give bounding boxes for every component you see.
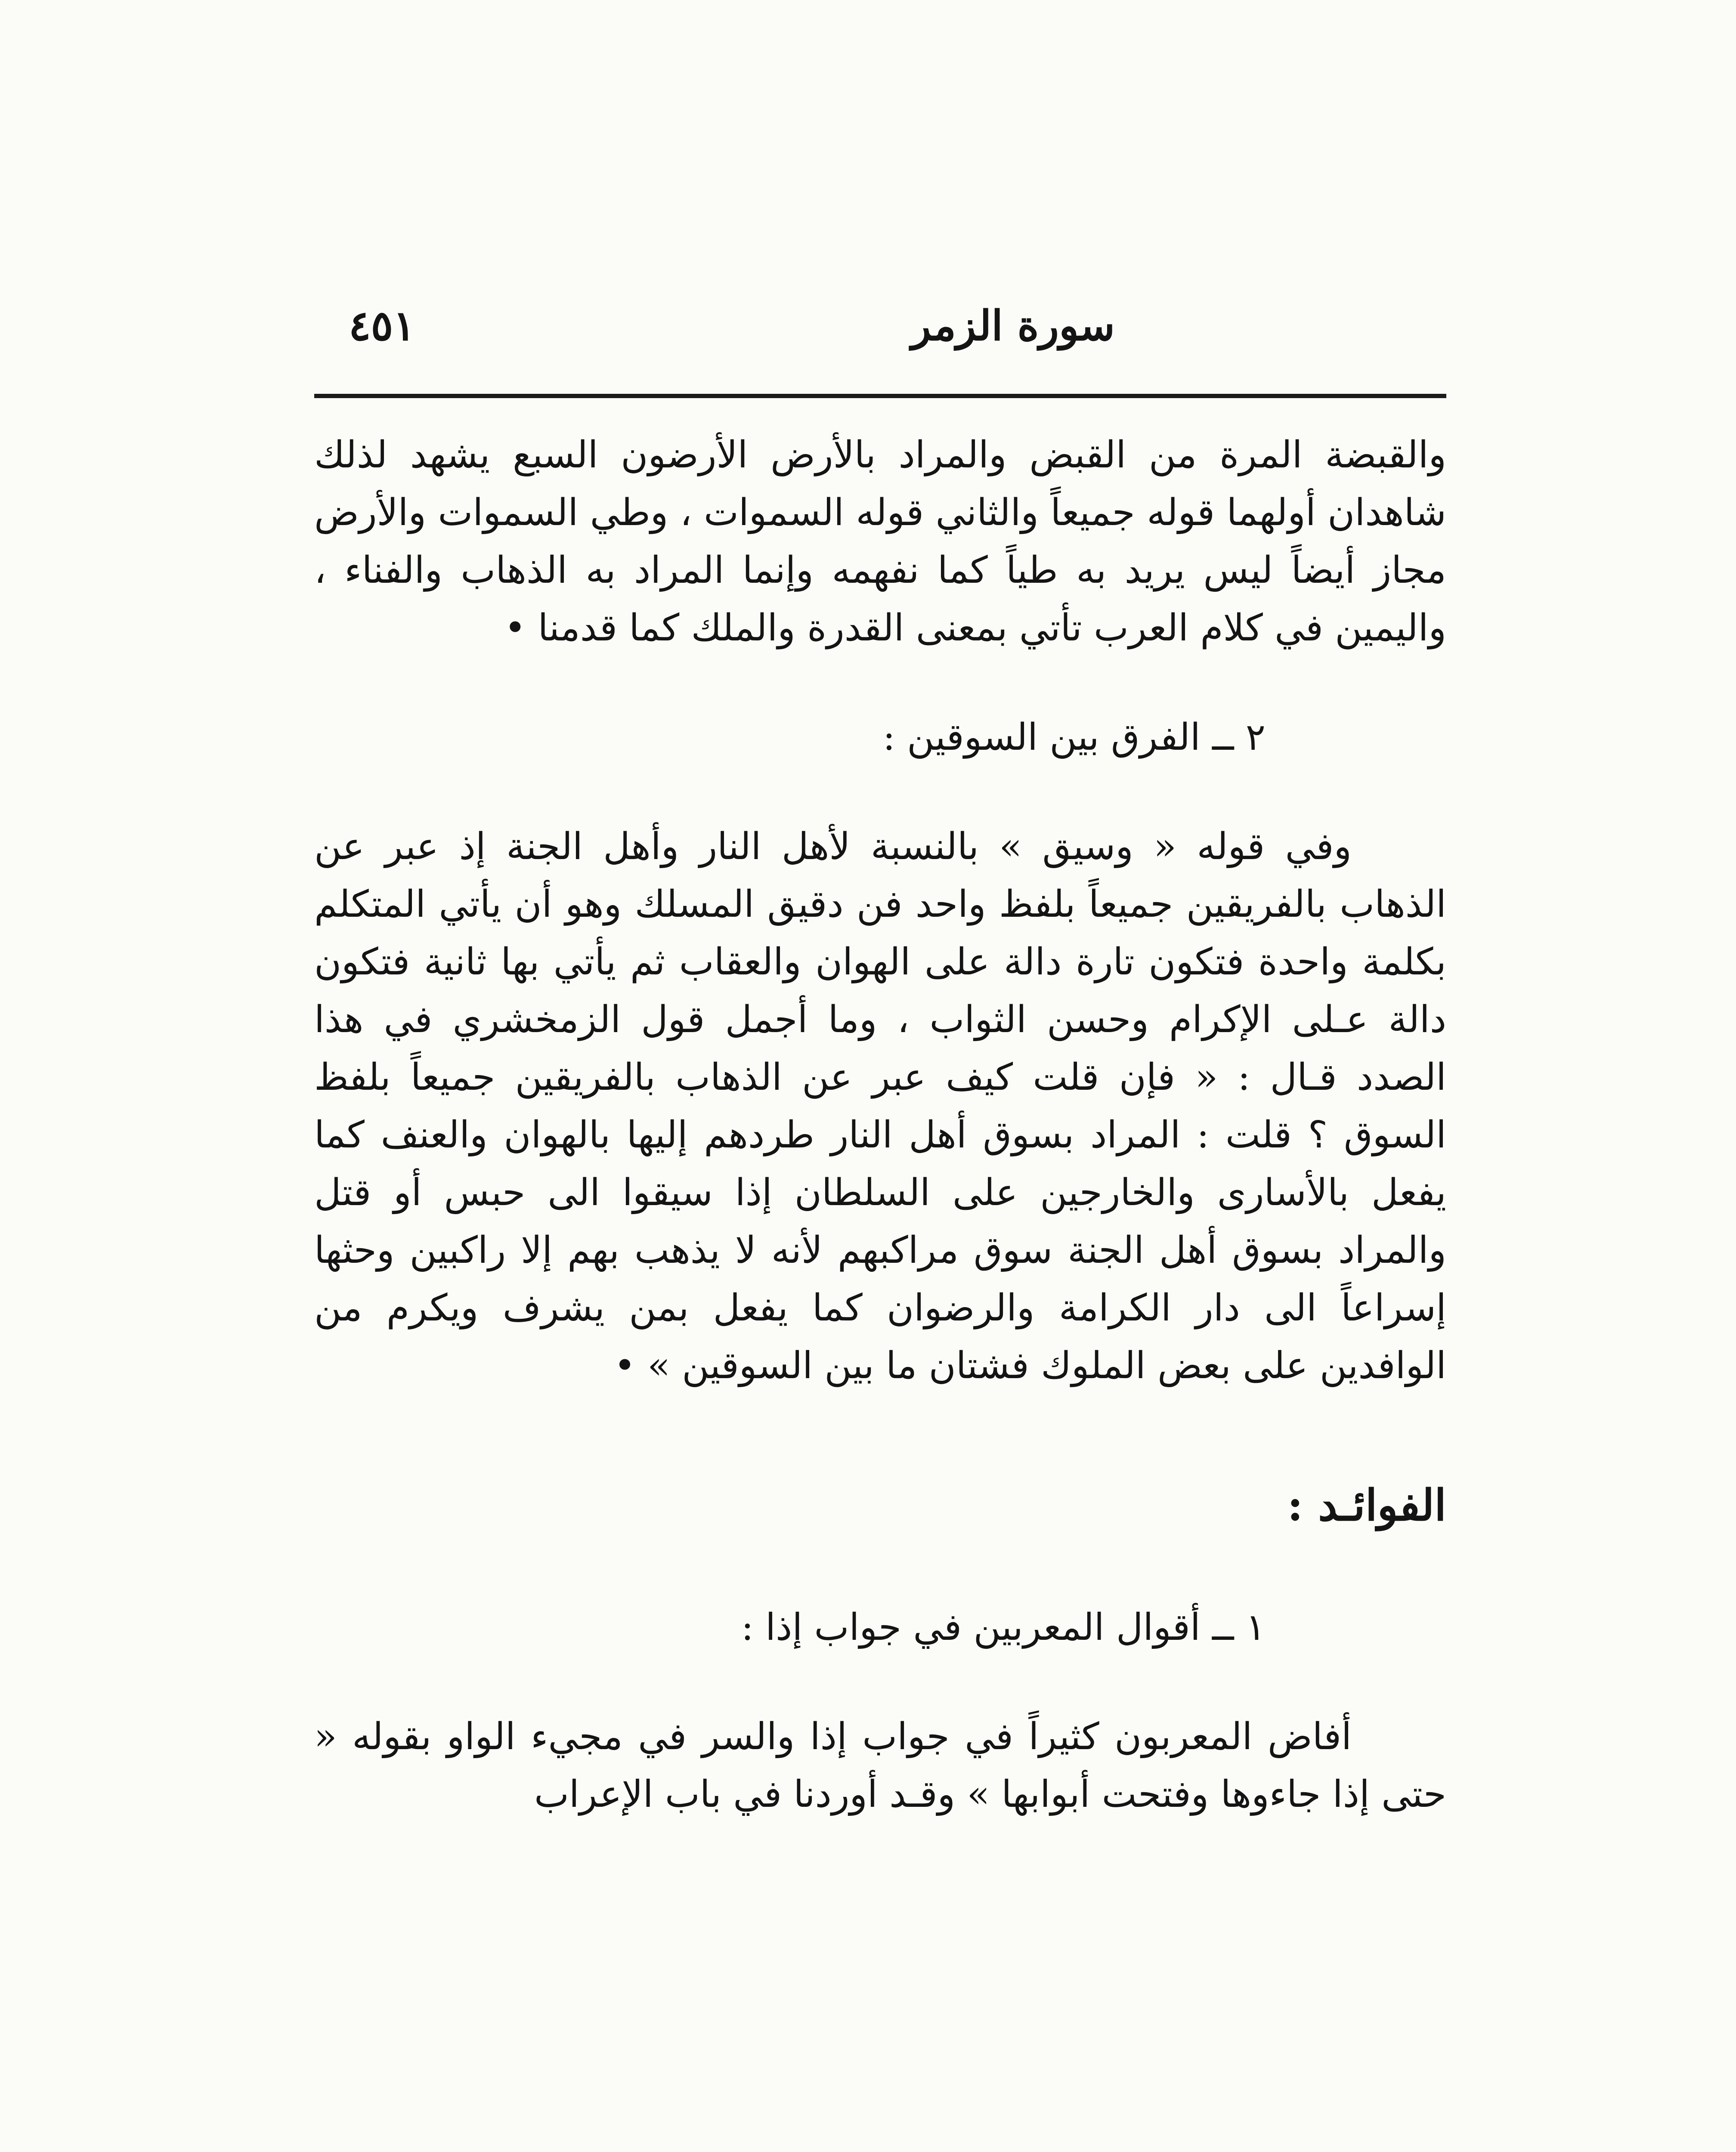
page-header [314, 301, 1446, 387]
subheading-difference-between-two-drivings: ٢ ــ الفرق بين السوقين : [882, 716, 1266, 759]
page-number: ٤٥١ [349, 301, 415, 350]
surah-title: سورة الزمر [911, 301, 1115, 350]
section-heading-benefits: الفوائـد : [1287, 1480, 1446, 1531]
intro-paragraph: والقبضة المرة من القبض والمراد بالأرض الأرضون السبع يشهد لذلك شاهدان أولهما قوله جميعاً والثاني قوله السموات ، وطي السموات والأرض مجاز أيضاً ليس يريد به طياً كما نفهمه وإنما المراد به الذهاب والفناء ، واليمين في كلام العرب تأتي بمعنى القدرة والملك كما قدمنا • [314, 433, 1446, 649]
paragraph-explanation: وفي قوله « وسيق » بالنسبة لأهل النار وأهل الجنة إذ عبر عن الذهاب بالفريقين جميعاً بلفظ واحد فن دقيق المسلك وهو أن يأتي المتكلم بكلمة واحدة فتكون تارة دالة على الهوان والعقاب ثم يأتي بها ثانية فتكون دالة عـلى الإكرام وحسن الثواب ، وما أجمل قول الزمخشري في هذا الصدد قـال : « فإن قلت كيف عبر عن الذهاب بالفريقين جميعاً بلفظ السوق ؟ قلت : المراد بسوق أهل النار طردهم إليها بالهوان والعنف كما يفعل بالأسارى والخارجين على السلطان إذا سيقوا الى حبس أو قتل والمراد بسوق أهل الجنة سوق مراكبهم لأنه لا يذهب بهم إلا راكبين وحثها إسراعاً الى دار الكرامة والرضوان كما يفعل بمن يشرف ويكرم من الوافدين على بعض الملوك فشتان ما بين السوقين » • [314, 825, 1446, 1387]
paragraph-grammarians: أفاض المعربون كثيراً في جواب إذا والسر في مجيء الواو بقوله « حتى إذا جاءوها وفتحت أبوابها » وقـد أوردنا في باب الإعراب [314, 1715, 1446, 1816]
header-divider [314, 394, 1446, 398]
subheading-grammarians-sayings: ١ ــ أقوال المعربين في جواب إذا : [741, 1606, 1266, 1649]
page-body [314, 426, 1446, 1823]
